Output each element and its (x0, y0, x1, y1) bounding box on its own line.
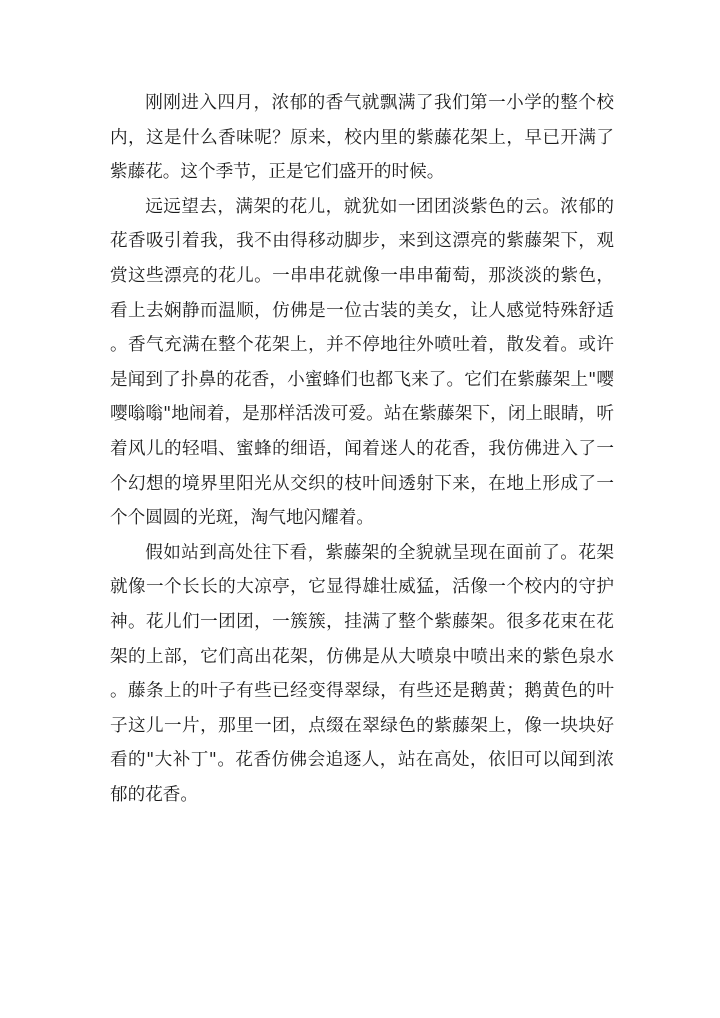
essay-body (110, 86, 614, 812)
paragraph-3: 假如站到高处往下看，紫藤架的全貌就呈现在面前了。花架就像一个长长的大凉亭，它显得雄壮威猛，活像一个校内的守护神。花儿们一团团，一簇簇，挂满了整个紫藤架。很多花束在花架的上部，它们高出花架，仿佛是从大喷泉中喷出来的紫色泉水。藤条上的叶子有些已经变得翠绿，有些还是鹅黄；鹅黄色的叶子这儿一片，那里一团，点缀在翠绿色的紫藤架上，像一块块好看的"大补丁"。花香仿佛会追逐人，站在高处，依旧可以闻到浓郁的花香。 (110, 542, 614, 805)
paragraph-2: 远远望去，满架的花儿，就犹如一团团淡紫色的云。浓郁的花香吸引着我，我不由得移动脚步，来到这漂亮的紫藤架下，观赏这些漂亮的花儿。一串串花就像一串串葡萄，那淡淡的紫色，看上去娴静而温顺，仿佛是一位古装的美女，让人感觉特殊舒适。香气充满在整个花架上，并不停地往外喷吐着，散发着。或许是闻到了扑鼻的花香，小蜜蜂们也都飞来了。它们在紫藤架上"嘤嘤嗡嗡"地闹着，是那样活泼可爱。站在紫藤架下，闭上眼睛，听着风儿的轻唱、蜜蜂的细语，闻着迷人的花香，我仿佛进入了一个幻想的境界里阳光从交织的枝叶间透射下来，在地上形成了一个个圆圆的光斑，淘气地闪耀着。 (110, 196, 614, 529)
paragraph-1: 刚刚进入四月，浓郁的香气就飘满了我们第一小学的整个校内，这是什么香味呢？原来，校内里的紫藤花架上，早已开满了紫藤花。这个季节，正是它们盛开的时候。 (110, 93, 614, 183)
